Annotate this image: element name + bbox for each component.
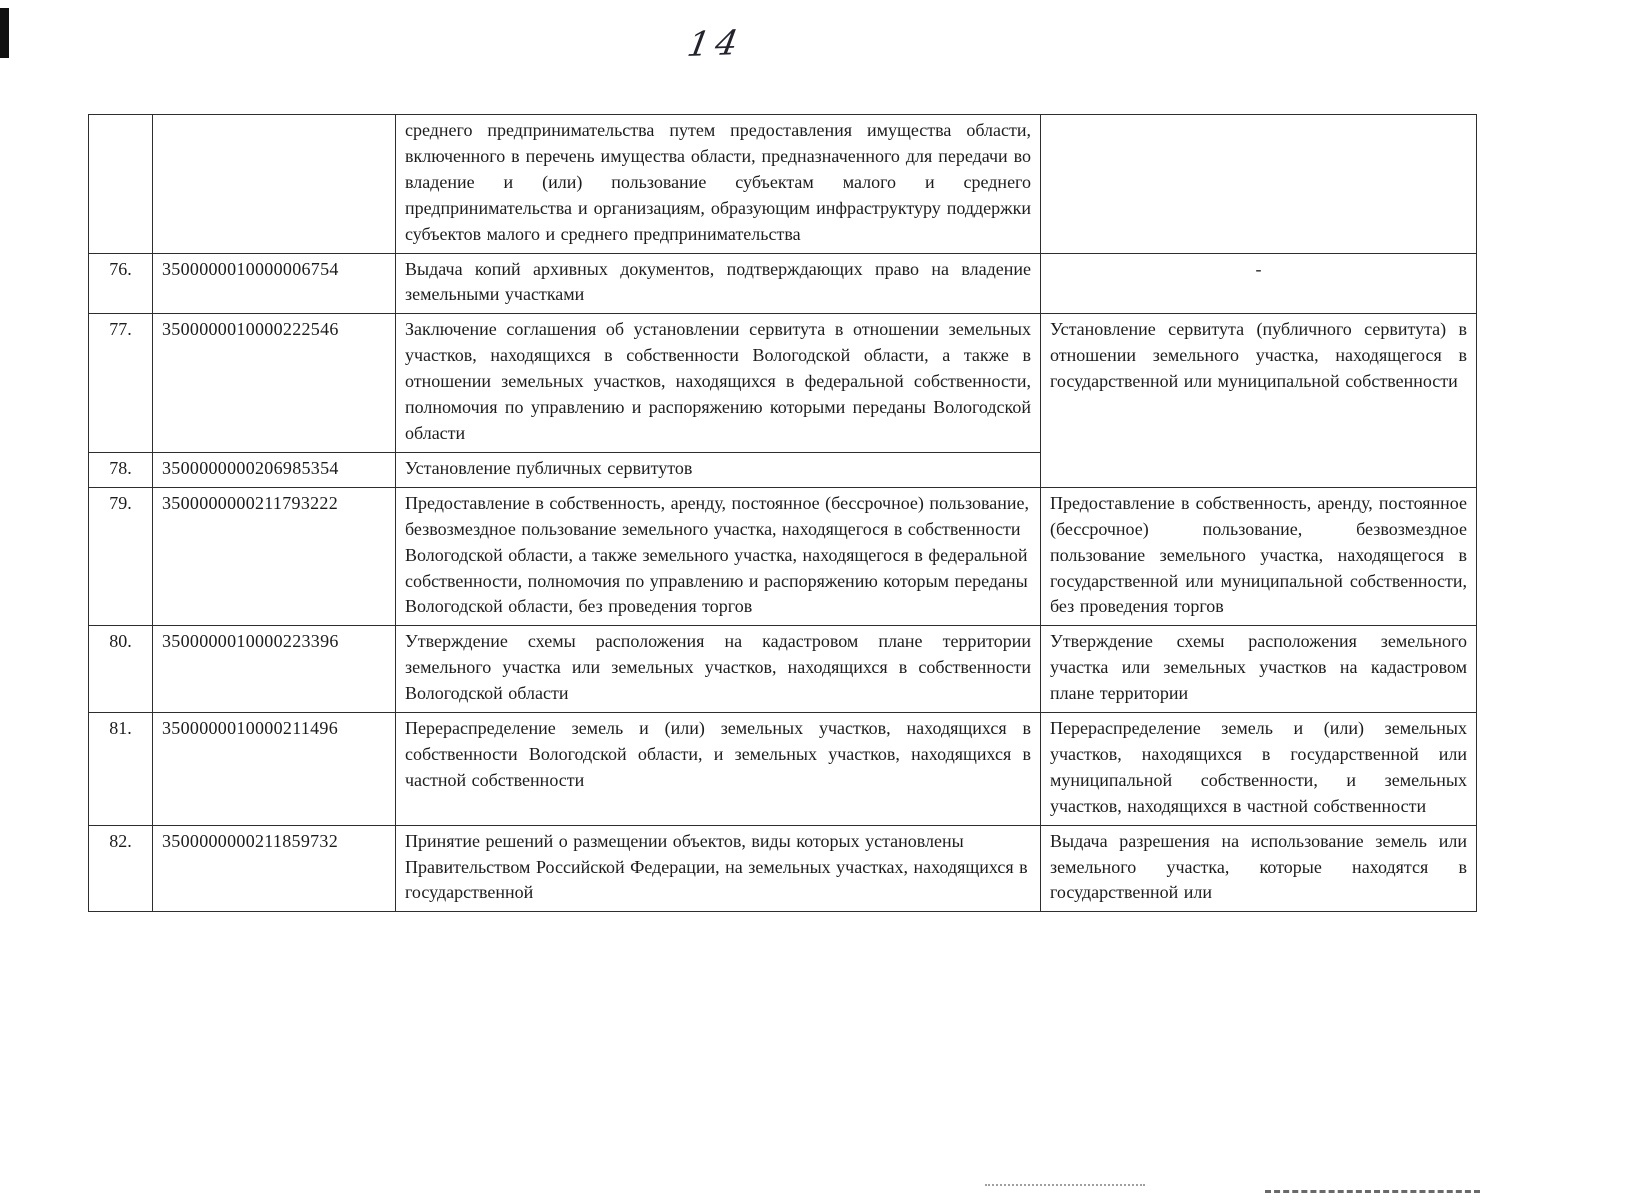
cell-service-id: 3500000010000223396 [153, 626, 396, 713]
table-row-77 [89, 314, 1477, 453]
cell-row-number: 80. [89, 626, 153, 713]
cell-row-number: 77. [89, 314, 153, 453]
table-row-82 [89, 825, 1477, 912]
scan-artifact-dashes [985, 1184, 1145, 1186]
cell-service-id [153, 115, 396, 254]
cell-service-id: 3500000010000222546 [153, 314, 396, 453]
cell-row-number: 81. [89, 713, 153, 826]
page-number: 14 [684, 23, 748, 65]
cell-right-description: Перераспределение земель и (или) земельных участков, находящихся в государственной или муниципальной собственности, и земельных участков, находящихся в частной собственности [1041, 713, 1477, 826]
table-row-76 [89, 253, 1477, 314]
cell-service-description: Выдача копий архивных документов, подтверждающих право на владение земельными участками [396, 253, 1041, 314]
cell-service-id: 3500000000211793222 [153, 487, 396, 626]
scan-artifact-mark [0, 8, 9, 58]
cell-row-number: 82. [89, 825, 153, 912]
cell-row-number: 78. [89, 452, 153, 487]
cell-right-description: Утверждение схемы расположения земельного участка или земельных участков на кадастровом плане территории [1041, 626, 1477, 713]
cell-service-id: 3500000010000211496 [153, 713, 396, 826]
cell-service-id: 3500000000211859732 [153, 825, 396, 912]
cell-row-number [89, 115, 153, 254]
services-table [88, 114, 1477, 912]
cell-service-description: Предоставление в собственность, аренду, постоянное (бессрочное) пользование, безвозмездное пользование земельного участка, находящегося в собственности Вологодской области, а также земельного участка, находящегося в федеральной собственности, полномочия по управлению и распоряжению которым переданы Вологодской области, без проведения торгов [396, 487, 1041, 626]
cell-right-description: Установление сервитута (публичного сервитута) в отношении земельного участка, находящегося в государственной или муниципальной собственности [1041, 314, 1477, 487]
cell-service-description: Утверждение схемы расположения на кадастровом плане территории земельного участка или земельных участков, находящихся в собственности Вологодской области [396, 626, 1041, 713]
scan-artifact-dashes [1265, 1190, 1480, 1193]
cell-service-description: Установление публичных сервитутов [396, 452, 1041, 487]
cell-right-description: Предоставление в собственность, аренду, постоянное (бессрочное) пользование, безвозмездное пользование земельного участка, находящегося в государственной или муниципальной собственности, без проведения торгов [1041, 487, 1477, 626]
table-row-81 [89, 713, 1477, 826]
cell-service-description: Заключение соглашения об установлении сервитута в отношении земельных участков, находящихся в собственности Вологодской области, а также в отношении земельных участков, находящихся в федеральной собственности, полномочия по управлению и распоряжению которыми переданы Вологодской области [396, 314, 1041, 453]
table-row-79 [89, 487, 1477, 626]
table-row-continuation [89, 115, 1477, 254]
cell-service-id: 3500000010000006754 [153, 253, 396, 314]
cell-service-description: среднего предпринимательства путем предоставления имущества области, включенного в перечень имущества области, предназначенного для передачи во владение и (или) пользование субъектам малого и среднего предпринимательства и организациям, образующим инфраструктуру поддержки субъектов малого и среднего предпринимательства [396, 115, 1041, 254]
cell-right-description: - [1041, 253, 1477, 314]
cell-right-description [1041, 115, 1477, 254]
cell-service-description: Перераспределение земель и (или) земельных участков, находящихся в собственности Вологодской области, и земельных участков, находящихся в частной собственности [396, 713, 1041, 826]
cell-right-description: Выдача разрешения на использование земель или земельного участка, которые находятся в государственной или [1041, 825, 1477, 912]
cell-row-number: 79. [89, 487, 153, 626]
cell-service-description: Принятие решений о размещении объектов, виды которых установлены Правительством Российской Федерации, на земельных участках, находящихся в государственной [396, 825, 1041, 912]
table-row-80 [89, 626, 1477, 713]
cell-service-id: 3500000000206985354 [153, 452, 396, 487]
cell-row-number: 76. [89, 253, 153, 314]
